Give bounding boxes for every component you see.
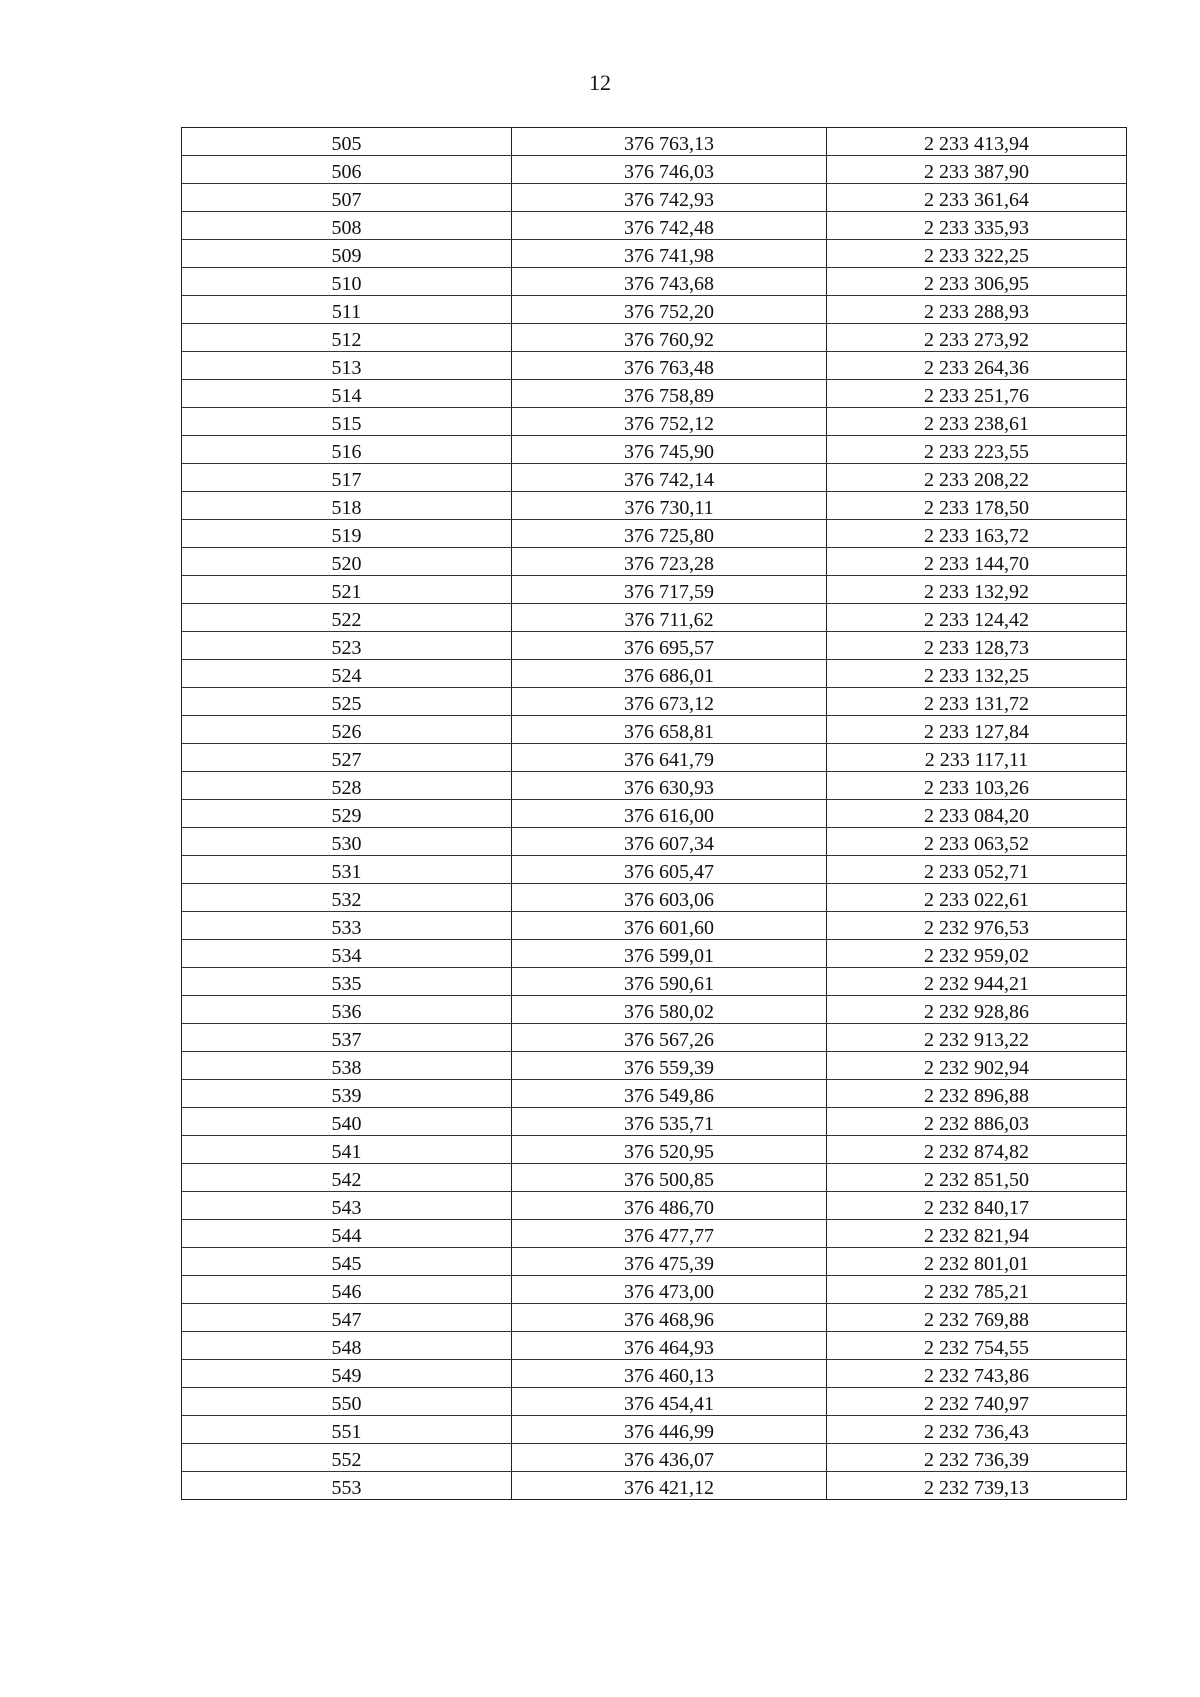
x-coordinate-cell: 376 742,14 bbox=[512, 464, 827, 492]
y-coordinate-cell: 2 233 131,72 bbox=[827, 688, 1127, 716]
y-coordinate-cell: 2 232 902,94 bbox=[827, 1052, 1127, 1080]
point-number-cell: 551 bbox=[182, 1416, 512, 1444]
x-coordinate-cell: 376 603,06 bbox=[512, 884, 827, 912]
table-row bbox=[182, 156, 1127, 184]
point-number-cell: 535 bbox=[182, 968, 512, 996]
x-coordinate-cell: 376 605,47 bbox=[512, 856, 827, 884]
y-coordinate-cell: 2 232 785,21 bbox=[827, 1276, 1127, 1304]
y-coordinate-cell: 2 232 913,22 bbox=[827, 1024, 1127, 1052]
point-number-cell: 536 bbox=[182, 996, 512, 1024]
point-number-cell: 525 bbox=[182, 688, 512, 716]
point-number-cell: 541 bbox=[182, 1136, 512, 1164]
point-number-cell: 544 bbox=[182, 1220, 512, 1248]
table-row bbox=[182, 1192, 1127, 1220]
table-row bbox=[182, 660, 1127, 688]
table-row bbox=[182, 492, 1127, 520]
y-coordinate-cell: 2 232 769,88 bbox=[827, 1304, 1127, 1332]
y-coordinate-cell: 2 233 128,73 bbox=[827, 632, 1127, 660]
table-row bbox=[182, 828, 1127, 856]
x-coordinate-cell: 376 686,01 bbox=[512, 660, 827, 688]
point-number-cell: 539 bbox=[182, 1080, 512, 1108]
point-number-cell: 552 bbox=[182, 1444, 512, 1472]
y-coordinate-cell: 2 233 413,94 bbox=[827, 128, 1127, 156]
y-coordinate-cell: 2 232 821,94 bbox=[827, 1220, 1127, 1248]
x-coordinate-cell: 376 486,70 bbox=[512, 1192, 827, 1220]
x-coordinate-cell: 376 473,00 bbox=[512, 1276, 827, 1304]
table-row bbox=[182, 128, 1127, 156]
table-row bbox=[182, 576, 1127, 604]
table-row bbox=[182, 856, 1127, 884]
y-coordinate-cell: 2 233 335,93 bbox=[827, 212, 1127, 240]
x-coordinate-cell: 376 760,92 bbox=[512, 324, 827, 352]
y-coordinate-cell: 2 232 740,97 bbox=[827, 1388, 1127, 1416]
table-row bbox=[182, 1164, 1127, 1192]
y-coordinate-cell: 2 233 127,84 bbox=[827, 716, 1127, 744]
y-coordinate-cell: 2 233 132,92 bbox=[827, 576, 1127, 604]
point-number-cell: 530 bbox=[182, 828, 512, 856]
table-row bbox=[182, 1416, 1127, 1444]
y-coordinate-cell: 2 232 851,50 bbox=[827, 1164, 1127, 1192]
x-coordinate-cell: 376 743,68 bbox=[512, 268, 827, 296]
point-number-cell: 542 bbox=[182, 1164, 512, 1192]
x-coordinate-cell: 376 752,12 bbox=[512, 408, 827, 436]
table-row bbox=[182, 996, 1127, 1024]
x-coordinate-cell: 376 763,13 bbox=[512, 128, 827, 156]
y-coordinate-cell: 2 233 163,72 bbox=[827, 520, 1127, 548]
y-coordinate-cell: 2 232 886,03 bbox=[827, 1108, 1127, 1136]
x-coordinate-cell: 376 742,48 bbox=[512, 212, 827, 240]
table-row bbox=[182, 520, 1127, 548]
point-number-cell: 529 bbox=[182, 800, 512, 828]
point-number-cell: 527 bbox=[182, 744, 512, 772]
x-coordinate-cell: 376 590,61 bbox=[512, 968, 827, 996]
y-coordinate-cell: 2 233 132,25 bbox=[827, 660, 1127, 688]
point-number-cell: 513 bbox=[182, 352, 512, 380]
x-coordinate-cell: 376 658,81 bbox=[512, 716, 827, 744]
x-coordinate-cell: 376 730,11 bbox=[512, 492, 827, 520]
y-coordinate-cell: 2 233 223,55 bbox=[827, 436, 1127, 464]
coordinates-table-body bbox=[182, 128, 1127, 1500]
y-coordinate-cell: 2 233 238,61 bbox=[827, 408, 1127, 436]
x-coordinate-cell: 376 752,20 bbox=[512, 296, 827, 324]
table-row bbox=[182, 1080, 1127, 1108]
x-coordinate-cell: 376 673,12 bbox=[512, 688, 827, 716]
table-row bbox=[182, 352, 1127, 380]
table-row bbox=[182, 1388, 1127, 1416]
y-coordinate-cell: 2 233 251,76 bbox=[827, 380, 1127, 408]
table-row bbox=[182, 604, 1127, 632]
point-number-cell: 515 bbox=[182, 408, 512, 436]
x-coordinate-cell: 376 477,77 bbox=[512, 1220, 827, 1248]
table-row bbox=[182, 688, 1127, 716]
y-coordinate-cell: 2 233 387,90 bbox=[827, 156, 1127, 184]
y-coordinate-cell: 2 233 264,36 bbox=[827, 352, 1127, 380]
point-number-cell: 522 bbox=[182, 604, 512, 632]
x-coordinate-cell: 376 745,90 bbox=[512, 436, 827, 464]
x-coordinate-cell: 376 468,96 bbox=[512, 1304, 827, 1332]
table-row bbox=[182, 436, 1127, 464]
y-coordinate-cell: 2 233 322,25 bbox=[827, 240, 1127, 268]
y-coordinate-cell: 2 232 739,13 bbox=[827, 1472, 1127, 1500]
table-row bbox=[182, 1332, 1127, 1360]
table-row bbox=[182, 912, 1127, 940]
y-coordinate-cell: 2 233 084,20 bbox=[827, 800, 1127, 828]
table-row bbox=[182, 268, 1127, 296]
point-number-cell: 519 bbox=[182, 520, 512, 548]
y-coordinate-cell: 2 232 959,02 bbox=[827, 940, 1127, 968]
x-coordinate-cell: 376 717,59 bbox=[512, 576, 827, 604]
table-row bbox=[182, 464, 1127, 492]
x-coordinate-cell: 376 599,01 bbox=[512, 940, 827, 968]
table-row bbox=[182, 548, 1127, 576]
point-number-cell: 540 bbox=[182, 1108, 512, 1136]
y-coordinate-cell: 2 233 208,22 bbox=[827, 464, 1127, 492]
point-number-cell: 545 bbox=[182, 1248, 512, 1276]
x-coordinate-cell: 376 758,89 bbox=[512, 380, 827, 408]
point-number-cell: 516 bbox=[182, 436, 512, 464]
point-number-cell: 547 bbox=[182, 1304, 512, 1332]
table-row bbox=[182, 800, 1127, 828]
y-coordinate-cell: 2 232 896,88 bbox=[827, 1080, 1127, 1108]
x-coordinate-cell: 376 446,99 bbox=[512, 1416, 827, 1444]
table-row bbox=[182, 772, 1127, 800]
point-number-cell: 508 bbox=[182, 212, 512, 240]
table-row bbox=[182, 184, 1127, 212]
y-coordinate-cell: 2 233 063,52 bbox=[827, 828, 1127, 856]
y-coordinate-cell: 2 232 976,53 bbox=[827, 912, 1127, 940]
point-number-cell: 512 bbox=[182, 324, 512, 352]
x-coordinate-cell: 376 520,95 bbox=[512, 1136, 827, 1164]
y-coordinate-cell: 2 233 117,11 bbox=[827, 744, 1127, 772]
x-coordinate-cell: 376 460,13 bbox=[512, 1360, 827, 1388]
y-coordinate-cell: 2 233 273,92 bbox=[827, 324, 1127, 352]
y-coordinate-cell: 2 233 288,93 bbox=[827, 296, 1127, 324]
y-coordinate-cell: 2 233 178,50 bbox=[827, 492, 1127, 520]
x-coordinate-cell: 376 559,39 bbox=[512, 1052, 827, 1080]
x-coordinate-cell: 376 630,93 bbox=[512, 772, 827, 800]
table-row bbox=[182, 968, 1127, 996]
table-row bbox=[182, 1472, 1127, 1500]
x-coordinate-cell: 376 723,28 bbox=[512, 548, 827, 576]
x-coordinate-cell: 376 641,79 bbox=[512, 744, 827, 772]
table-row bbox=[182, 632, 1127, 660]
table-row bbox=[182, 1248, 1127, 1276]
point-number-cell: 506 bbox=[182, 156, 512, 184]
table-row bbox=[182, 296, 1127, 324]
table-row bbox=[182, 744, 1127, 772]
y-coordinate-cell: 2 233 361,64 bbox=[827, 184, 1127, 212]
table-row bbox=[182, 1108, 1127, 1136]
table-row bbox=[182, 1052, 1127, 1080]
table-row bbox=[182, 940, 1127, 968]
y-coordinate-cell: 2 232 928,86 bbox=[827, 996, 1127, 1024]
x-coordinate-cell: 376 454,41 bbox=[512, 1388, 827, 1416]
y-coordinate-cell: 2 233 144,70 bbox=[827, 548, 1127, 576]
point-number-cell: 514 bbox=[182, 380, 512, 408]
y-coordinate-cell: 2 233 103,26 bbox=[827, 772, 1127, 800]
point-number-cell: 507 bbox=[182, 184, 512, 212]
x-coordinate-cell: 376 500,85 bbox=[512, 1164, 827, 1192]
x-coordinate-cell: 376 616,00 bbox=[512, 800, 827, 828]
table-row bbox=[182, 1360, 1127, 1388]
page-number: 12 bbox=[589, 70, 611, 95]
point-number-cell: 517 bbox=[182, 464, 512, 492]
point-number-cell: 553 bbox=[182, 1472, 512, 1500]
point-number-cell: 526 bbox=[182, 716, 512, 744]
x-coordinate-cell: 376 421,12 bbox=[512, 1472, 827, 1500]
table-row bbox=[182, 1136, 1127, 1164]
y-coordinate-cell: 2 232 736,39 bbox=[827, 1444, 1127, 1472]
point-number-cell: 550 bbox=[182, 1388, 512, 1416]
y-coordinate-cell: 2 233 124,42 bbox=[827, 604, 1127, 632]
point-number-cell: 528 bbox=[182, 772, 512, 800]
point-number-cell: 521 bbox=[182, 576, 512, 604]
point-number-cell: 510 bbox=[182, 268, 512, 296]
x-coordinate-cell: 376 549,86 bbox=[512, 1080, 827, 1108]
point-number-cell: 511 bbox=[182, 296, 512, 324]
y-coordinate-cell: 2 233 306,95 bbox=[827, 268, 1127, 296]
point-number-cell: 531 bbox=[182, 856, 512, 884]
y-coordinate-cell: 2 232 874,82 bbox=[827, 1136, 1127, 1164]
x-coordinate-cell: 376 725,80 bbox=[512, 520, 827, 548]
x-coordinate-cell: 376 535,71 bbox=[512, 1108, 827, 1136]
x-coordinate-cell: 376 601,60 bbox=[512, 912, 827, 940]
x-coordinate-cell: 376 475,39 bbox=[512, 1248, 827, 1276]
coordinates-table bbox=[181, 127, 1127, 1500]
point-number-cell: 505 bbox=[182, 128, 512, 156]
point-number-cell: 520 bbox=[182, 548, 512, 576]
point-number-cell: 543 bbox=[182, 1192, 512, 1220]
point-number-cell: 524 bbox=[182, 660, 512, 688]
y-coordinate-cell: 2 232 736,43 bbox=[827, 1416, 1127, 1444]
x-coordinate-cell: 376 741,98 bbox=[512, 240, 827, 268]
x-coordinate-cell: 376 742,93 bbox=[512, 184, 827, 212]
table-row bbox=[182, 1304, 1127, 1332]
x-coordinate-cell: 376 711,62 bbox=[512, 604, 827, 632]
y-coordinate-cell: 2 233 052,71 bbox=[827, 856, 1127, 884]
y-coordinate-cell: 2 232 840,17 bbox=[827, 1192, 1127, 1220]
point-number-cell: 532 bbox=[182, 884, 512, 912]
table-row bbox=[182, 1444, 1127, 1472]
y-coordinate-cell: 2 232 944,21 bbox=[827, 968, 1127, 996]
point-number-cell: 537 bbox=[182, 1024, 512, 1052]
table-row bbox=[182, 1220, 1127, 1248]
x-coordinate-cell: 376 607,34 bbox=[512, 828, 827, 856]
point-number-cell: 523 bbox=[182, 632, 512, 660]
x-coordinate-cell: 376 580,02 bbox=[512, 996, 827, 1024]
table-row bbox=[182, 324, 1127, 352]
table-row bbox=[182, 240, 1127, 268]
point-number-cell: 533 bbox=[182, 912, 512, 940]
table-row bbox=[182, 884, 1127, 912]
point-number-cell: 518 bbox=[182, 492, 512, 520]
point-number-cell: 546 bbox=[182, 1276, 512, 1304]
x-coordinate-cell: 376 436,07 bbox=[512, 1444, 827, 1472]
point-number-cell: 538 bbox=[182, 1052, 512, 1080]
x-coordinate-cell: 376 567,26 bbox=[512, 1024, 827, 1052]
table-row bbox=[182, 408, 1127, 436]
point-number-cell: 548 bbox=[182, 1332, 512, 1360]
table-row bbox=[182, 1024, 1127, 1052]
point-number-cell: 534 bbox=[182, 940, 512, 968]
x-coordinate-cell: 376 464,93 bbox=[512, 1332, 827, 1360]
y-coordinate-cell: 2 233 022,61 bbox=[827, 884, 1127, 912]
x-coordinate-cell: 376 763,48 bbox=[512, 352, 827, 380]
y-coordinate-cell: 2 232 801,01 bbox=[827, 1248, 1127, 1276]
table-row bbox=[182, 716, 1127, 744]
y-coordinate-cell: 2 232 754,55 bbox=[827, 1332, 1127, 1360]
y-coordinate-cell: 2 232 743,86 bbox=[827, 1360, 1127, 1388]
x-coordinate-cell: 376 746,03 bbox=[512, 156, 827, 184]
point-number-cell: 509 bbox=[182, 240, 512, 268]
table-row bbox=[182, 1276, 1127, 1304]
table-row bbox=[182, 380, 1127, 408]
point-number-cell: 549 bbox=[182, 1360, 512, 1388]
table-row bbox=[182, 212, 1127, 240]
x-coordinate-cell: 376 695,57 bbox=[512, 632, 827, 660]
